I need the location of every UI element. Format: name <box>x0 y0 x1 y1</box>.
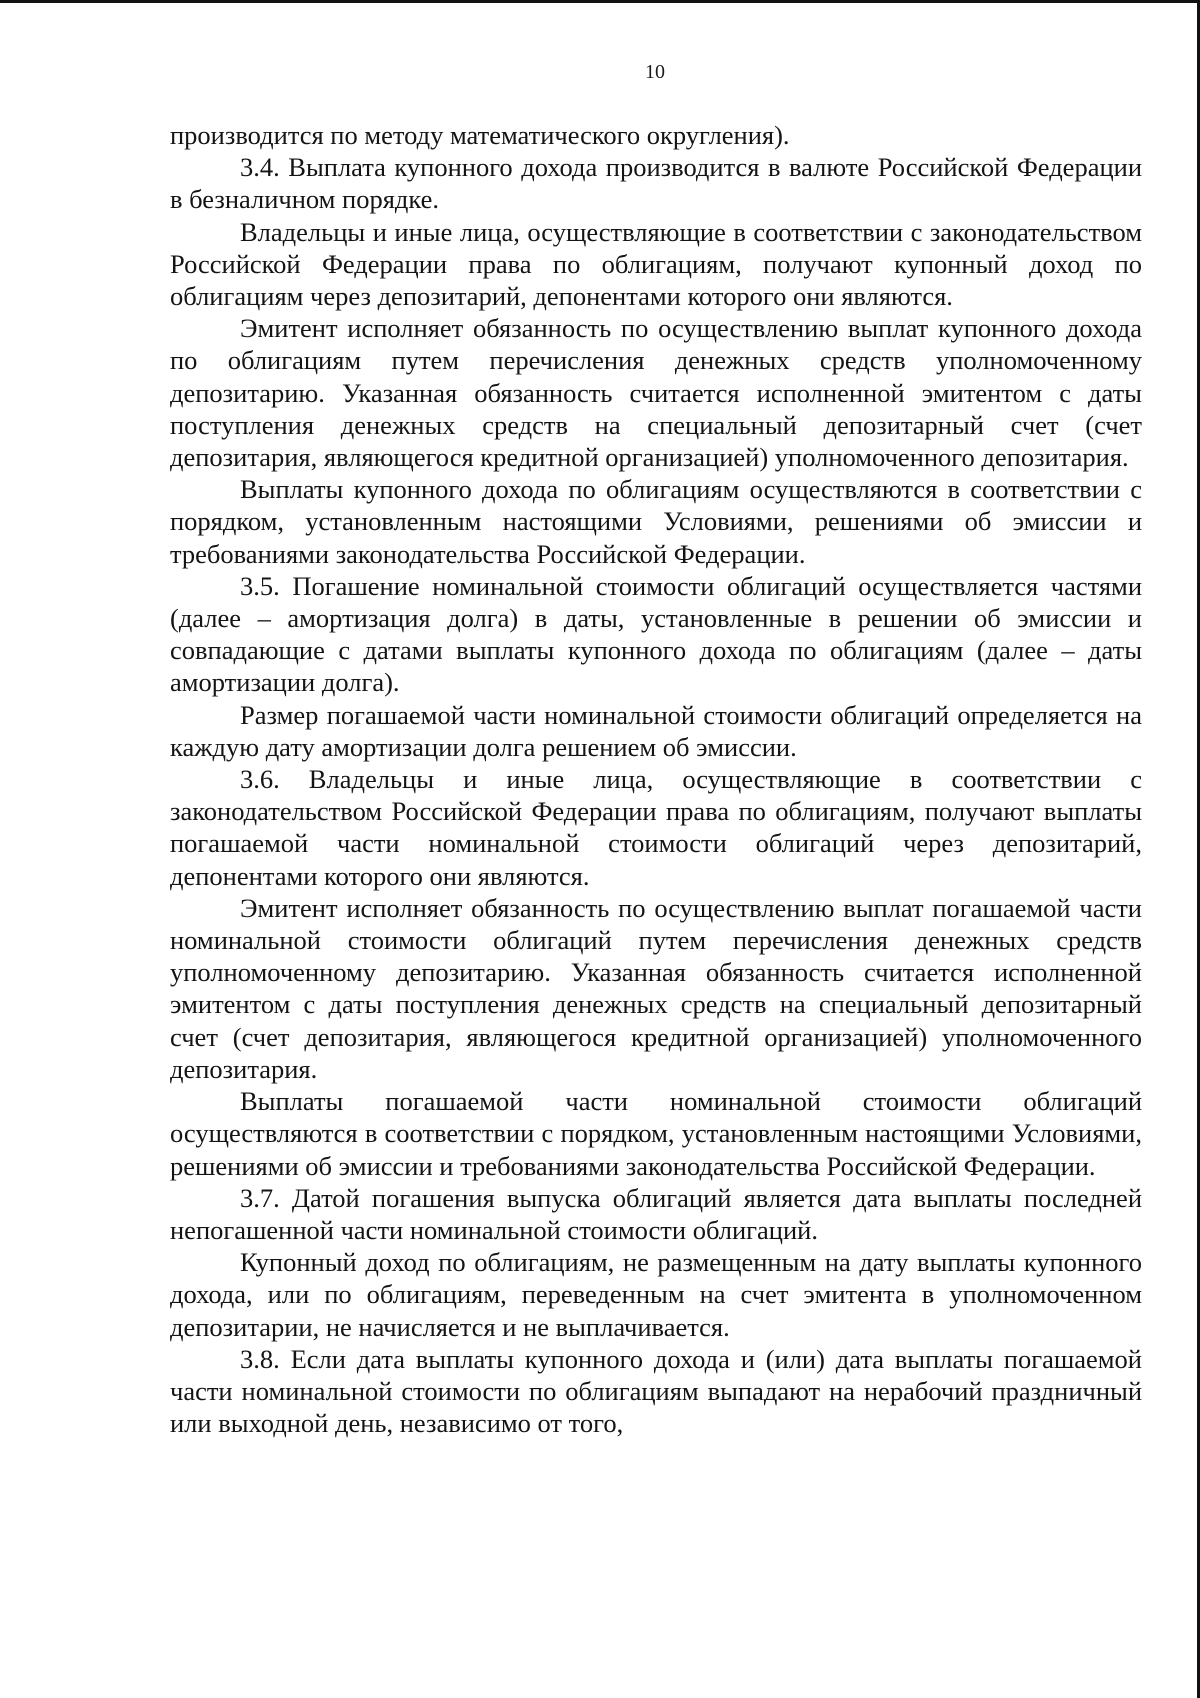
paragraph-unplaced-bonds: Купонный доход по облигациям, не размещенным на дату выплаты купонного дохода, или по облигациям, переведенным на счет эмитента в уполномоченном депозитарии, не начисляется и не выплачивается. <box>170 1247 1142 1342</box>
paragraph-3-8: 3.8. Если дата выплаты купонного дохода и (или) дата выплаты погашаемой части номинальной стоимости по облигациям выпадают на нерабочий праздничный или выходной день, независимо от того, <box>170 1343 1142 1439</box>
paragraph-issuer-coupon-obligation: Эмитент исполняет обязанность по осуществлению выплат купонного дохода по облигациям путем перечисления денежных средств уполномоченному депозитарию. Указанная обязанность считается исполненной эмитентом с даты поступления денежных средств на специальный депозитарный счет (счет депозитария, являющегося кредитной организацией) уполномоченного депозитария. <box>170 313 1142 473</box>
paragraph-continuation: производится по методу математического округления). <box>170 120 790 150</box>
paragraph-issuer-redemption-obligation: Эмитент исполняет обязанность по осуществлению выплат погашаемой части номинальной стоимости облигаций путем перечисления денежных средств уполномоченному депозитарию. Указанная обязанность считается исполненной эмитентом с даты поступления денежных средств на специальный депозитарный счет (счет депозитария, являющегося кредитной организацией) уполномоченного депозитария. <box>170 892 1142 1084</box>
paragraph-3-5: 3.5. Погашение номинальной стоимости облигаций осуществляется частями (далее – амортизация долга) в даты, установленные в решении об эмиссии и совпадающие с датами выплаты купонного дохода по облигациям (далее – даты амортизации долга). <box>170 570 1142 698</box>
paragraph-holders-coupon: Владельцы и иные лица, осуществляющие в соответствии с законодательством Российской Федерации права по облигациям, получают купонный доход по облигациям через депозитарий, депонентами которого они являются. <box>170 216 1142 312</box>
paragraph-coupon-payments: Выплаты купонного дохода по облигациям осуществляются в соответствии с порядком, установленным настоящими Условиями, решениями об эмиссии и требованиями законодательства Российской Федерации. <box>170 474 1142 569</box>
paragraph-redemption-payments: Выплаты погашаемой части номинальной стоимости облигаций осуществляются в соответствии с порядком, установленным настоящими Условиями, решениями об эмиссии и требованиями законодательства Российской Федерации. <box>170 1086 1142 1181</box>
paragraph-3-6: 3.6. Владельцы и иные лица, осуществляющие в соответствии с законодательством Российской Федерации права по облигациям, получают выплаты погашаемой части номинальной стоимости облигаций через депозитарий, депонентами которого они являются. <box>170 764 1142 891</box>
paragraph-redeemed-part-size: Размер погашаемой части номинальной стоимости облигаций определяется на каждую дату амортизации долга решением об эмиссии. <box>170 699 1142 762</box>
paragraph-3-7: 3.7. Датой погашения выпуска облигаций является дата выплаты последней непогашенной части номинальной стоимости облигаций. <box>170 1182 1142 1245</box>
document-body <box>170 119 1142 1439</box>
paragraph-3-4: 3.4. Выплата купонного дохода производится в валюте Российской Федерации в безналичном порядке. <box>170 152 1142 215</box>
page-number: 10 <box>645 61 665 83</box>
